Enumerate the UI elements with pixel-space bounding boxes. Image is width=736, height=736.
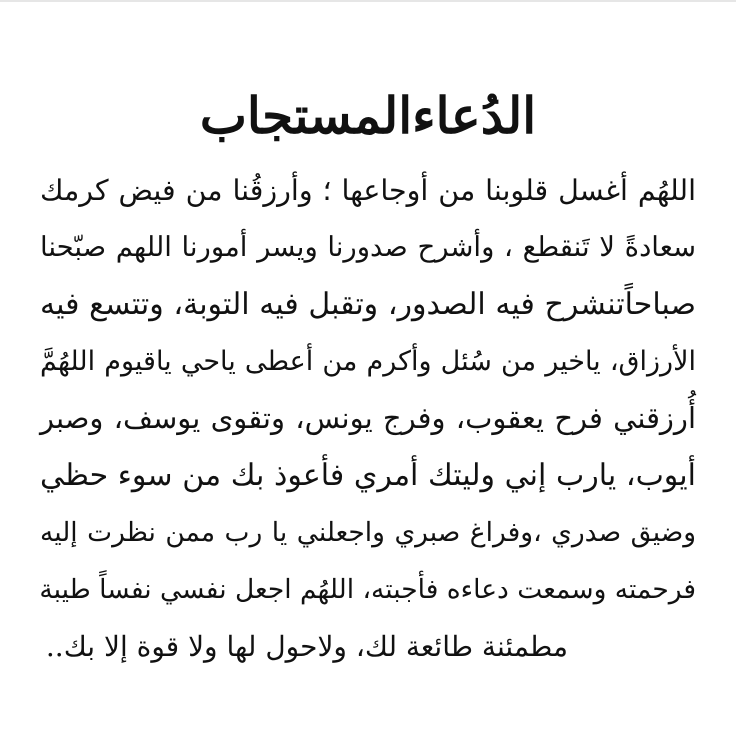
text-line: مطمئنة طائعة لك، ولاحول لها ولا قوة إلا بك..	[45, 630, 568, 663]
text-line: وضيق صدري ،وفراغ صبري واجعلني يا رب ممن نظرت إليه	[40, 517, 696, 548]
text-line: أُرزقني فرح يعقوب، وفرج يونس، وتقوى يوسف، وصبر	[40, 401, 696, 435]
text-line: أيوب، يارب إني وليتك أمري فأعوذ بك من سوء حظي	[40, 458, 696, 493]
text-line: صباحاًتنشرح فيه الصدور، وتقبل فيه التوبة، وتتسع فيه	[40, 287, 696, 322]
page-title: الدُعاءالمستجاب	[199, 86, 537, 145]
text-line: اللهُم أغسل قلوبنا من أوجاعها ؛ وأرزقُنا من فيض كرمك	[40, 174, 696, 207]
text-line: سعادةً لا تَنقطع ، وأشرح صدورنا ويسر أمورنا اللهم صبّحنا	[40, 231, 696, 263]
text-line: فرحمته وسمعت دعاءه فأجبته، اللهُم اجعل نفسي نفساً طيبة	[39, 574, 696, 605]
prayer-text	[40, 162, 696, 675]
text-line: الأرزاق، ياخير من سُئل وأكرم من أعطى ياحي ياقيوم اللهُمَّ	[40, 346, 696, 377]
